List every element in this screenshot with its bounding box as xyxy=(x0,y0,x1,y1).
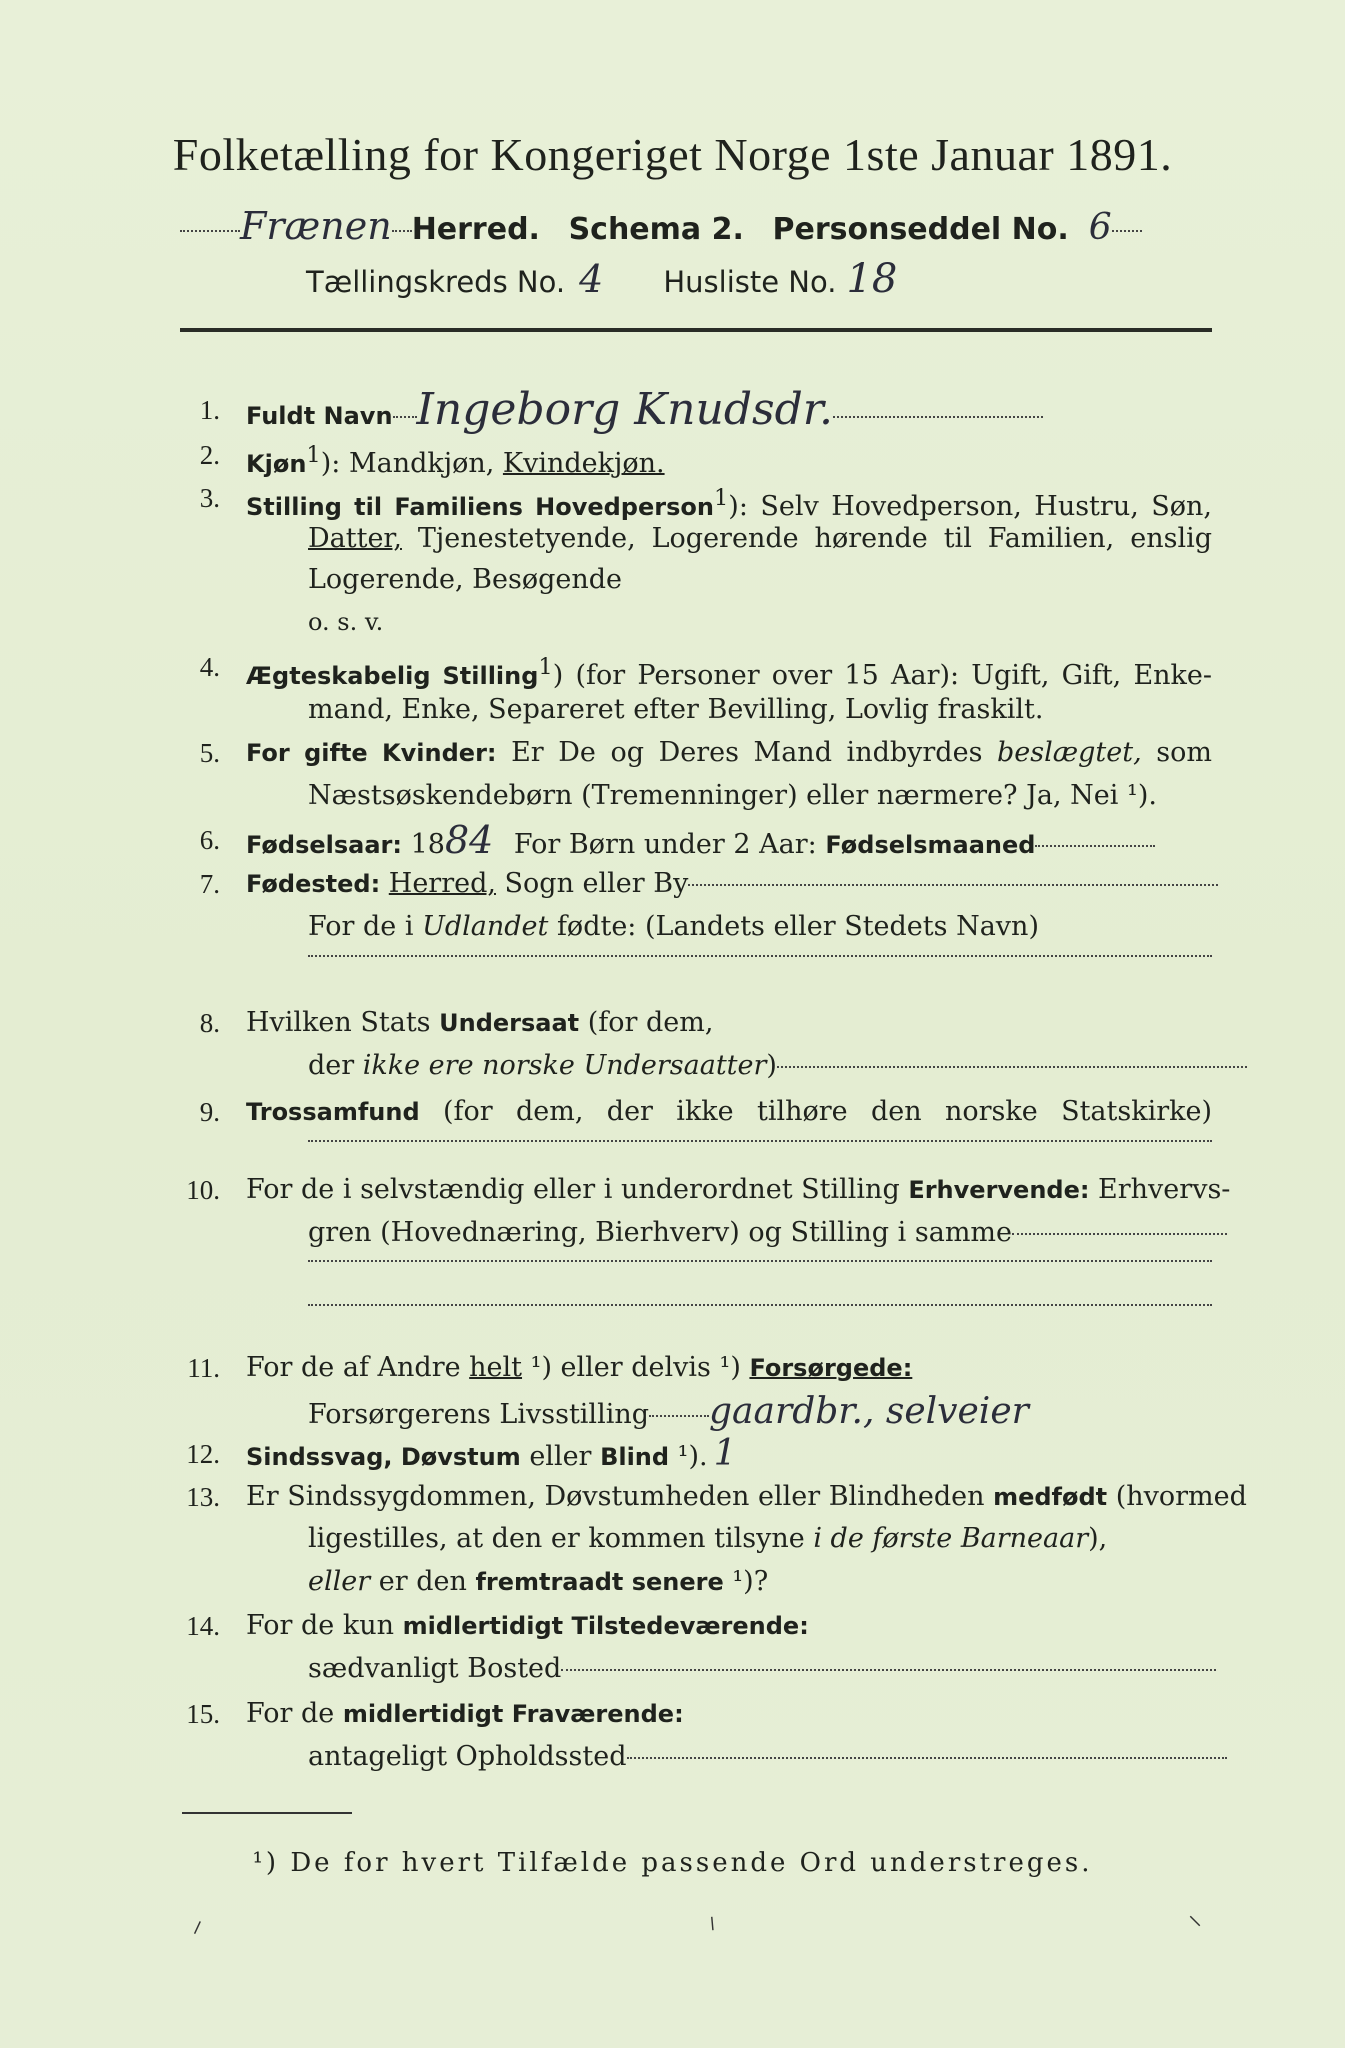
pen-mark-right: ⸜ xyxy=(1188,1898,1203,1931)
census-form-page: Folketælling for Kongeriget Norge 1ste Januar 1891. Frænen Herred. Schema 2. Personseddel No. 6 Tællingskreds No. 4 Husliste No. 18 1. Fuldt Navn Ingeborg Knudsdr. 2. Kjøn$^1$): Mandkjøn, Kvindekjøn. 3. Stilling til Familiens Hovedperson$^1$): Selv Hovedperson, Hustru, Søn, Datter, Tjenestetyende, Logerende hørende til Familien, enslig Logerende, Besøgende o. s. v. 4. Ægteskabelig Stilling$^1$) (for Personer over 15 Aar): Ugift, Gift, Enke- mand, Enke, Separeret efter Bevilling, Lovlig fraskilt. 5. For gifte Kvinder: Er De og Deres Mand indbyrdes beslægtet, som Næstsøskendebørn (Tremenninger) eller nærmere? Ja, Nei ¹). 6. Fødselsaar: 1884 For Børn under 2 Aar: Fødselsmaaned 7. Fødested: Herred, Sogn eller By For de i Udlandet fødte: (Landets eller Stedets Navn) 8. Hvilken Stats Undersaat (for dem, der ikke ere norske Undersaatter) 9. Trossamfund (for dem, der ikke tilhøre den norske Statskirke) 10. For de i selvstændig eller i underordnet Stilling Erhvervende: Erhvervs- gren (Hovednæring, Bierhverv) og Stilling i samme 11. For de af Andre helt ¹) eller delvis ¹) Forsørgede: Forsørgerens Livsstilling gaardbr., selveier 12. Sindssvag, Døvstum eller Blind ¹). 1 13. Er Sindssygdommen, Døvstumheden eller Blindheden medfødt (hvormed ligestilles, at den er kommen tilsyne i de første Barneaar), eller er den fremtraadt senere ¹)? 14. For de kun midlertidigt Tilstedeværende: sædvanligt Bosted 15. For de midlertidigt Fraværende: antageligt Opholdssted ¹) De for hvert Tilfælde passende Ord understreges. ⸝ ⸝ ⸜ xyxy=(0,0,1345,2048)
header-rule xyxy=(180,328,1212,332)
full-name-value: Ingeborg Knudsdr. xyxy=(416,384,833,435)
herred-line xyxy=(180,202,1212,254)
selected-helt: helt xyxy=(469,1352,523,1383)
husliste-label: Husliste No. xyxy=(663,265,837,299)
footnote-rule xyxy=(182,1812,352,1814)
selected-datter: Datter, xyxy=(308,523,402,554)
form-title: Folketælling for Kongeriget Norge 1ste Januar 1891. xyxy=(172,129,1173,180)
husliste-value: 18 xyxy=(846,256,898,302)
kreds-line xyxy=(306,255,1338,306)
kreds-label: Tællingskreds No. xyxy=(306,265,566,299)
disability-value: 1 xyxy=(713,1433,737,1474)
birth-year-value: 84 xyxy=(444,818,494,862)
selected-kvindekjon: Kvindekjøn. xyxy=(502,448,665,479)
personseddel-value: 6 xyxy=(1088,207,1112,248)
schema-label: Schema 2. xyxy=(568,212,744,247)
provider-occupation-value: gaardbr., selveier xyxy=(709,1391,1029,1432)
footnote: ¹) De for hvert Tilfælde passende Ord understreges. xyxy=(252,1848,1093,1878)
selected-herred: Herred, xyxy=(388,868,496,899)
herred-value: Frænen xyxy=(240,204,392,248)
kreds-value: 4 xyxy=(579,257,604,301)
herred-label: Herred. xyxy=(411,212,540,247)
pen-mark-center: ⸝ xyxy=(690,1903,725,1936)
pen-mark-left: ⸝ xyxy=(182,1903,208,1940)
personseddel-label: Personseddel No. xyxy=(772,212,1069,247)
